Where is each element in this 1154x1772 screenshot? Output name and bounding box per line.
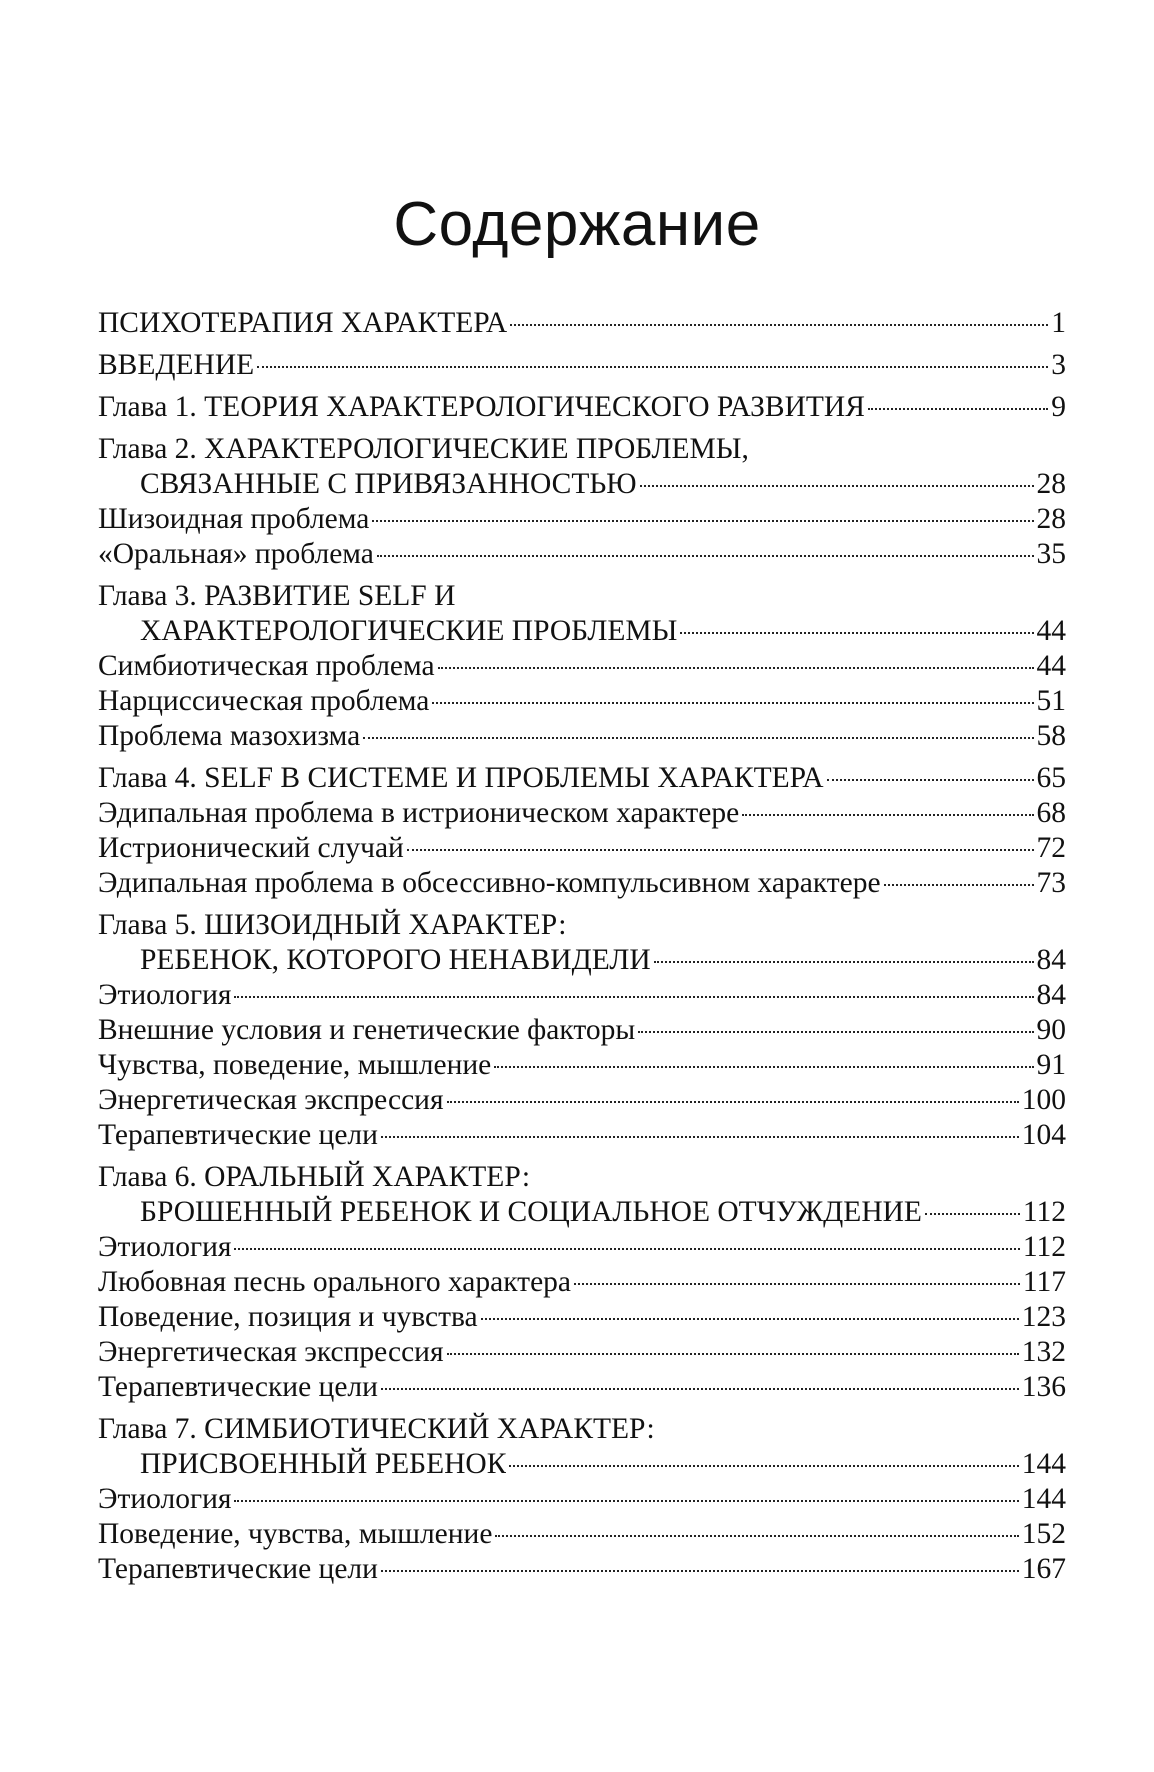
toc-page-number: 68 [1036, 797, 1066, 829]
toc-line [98, 1230, 1066, 1265]
toc-line [98, 908, 1066, 943]
toc-section-entry [98, 1083, 1066, 1118]
toc-line [98, 649, 1066, 684]
toc-entry-title: ХАРАКТЕРОЛОГИЧЕСКИЕ ПРОБЛЕМЫ [140, 615, 678, 647]
toc-page-number: 1 [1051, 307, 1066, 339]
toc-page-number: 84 [1036, 944, 1066, 976]
dot-leader [381, 1388, 1019, 1390]
toc-entry-title: Этиология [98, 1231, 232, 1263]
dot-leader [742, 814, 1033, 816]
toc-page-number: 136 [1021, 1371, 1066, 1403]
toc-section-entry [98, 1013, 1066, 1048]
toc-chapter-entry [98, 306, 1066, 341]
toc-entry-title: Терапевтические цели [98, 1553, 378, 1585]
dot-leader [377, 555, 1034, 557]
dot-leader [257, 366, 1048, 368]
toc-entry-title: Эдипальная проблема в обсессивно-компульсивном характере [98, 867, 881, 899]
dot-leader [640, 485, 1034, 487]
toc-entry-title: Проблема мазохизма [98, 720, 361, 752]
toc-line [98, 831, 1066, 866]
toc-entry-title: Энергетическая экспрессия [98, 1084, 444, 1116]
dot-leader [654, 961, 1034, 963]
toc-page-number: 112 [1022, 1196, 1066, 1228]
toc-line [98, 978, 1066, 1013]
dot-leader [638, 1031, 1033, 1033]
toc-line [98, 866, 1066, 901]
toc-page-number: 167 [1021, 1553, 1066, 1585]
toc-line [98, 614, 1066, 649]
toc-line [98, 719, 1066, 754]
toc-entry-title: Поведение, позиция и чувства [98, 1301, 478, 1333]
toc-entry-title: Энергетическая экспрессия [98, 1336, 444, 1368]
toc-entry-title: Нарциссическая проблема [98, 685, 430, 717]
toc-chapter-entry [98, 908, 1066, 978]
toc-line [98, 1412, 1066, 1447]
dot-leader [432, 702, 1033, 704]
toc-chapter-entry [98, 761, 1066, 796]
toc-page-number: 91 [1036, 1049, 1066, 1081]
toc-entry-title: РЕБЕНОК, КОТОРОГО НЕНАВИДЕЛИ [140, 944, 651, 976]
toc-entry-title: «Оральная» проблема [98, 538, 374, 570]
toc-page-number: 104 [1021, 1119, 1066, 1151]
toc-page-number: 9 [1051, 391, 1066, 423]
toc-entry-title: Симбиотическая проблема [98, 650, 435, 682]
toc-section-entry [98, 866, 1066, 901]
toc-page-number: 28 [1036, 503, 1066, 535]
toc-line [98, 943, 1066, 978]
toc-entry-title: Любовная песнь орального характера [98, 1266, 572, 1298]
toc-section-entry [98, 1335, 1066, 1370]
toc-line [98, 1048, 1066, 1083]
toc-line [98, 348, 1066, 383]
toc-line [98, 1118, 1066, 1153]
toc-entry-title: БРОШЕННЫЙ РЕБЕНОК И СОЦИАЛЬНОЕ ОТЧУЖДЕНИЕ [140, 1196, 922, 1228]
toc-section-entry [98, 1265, 1066, 1300]
dot-leader [372, 520, 1033, 522]
dot-leader [447, 1101, 1019, 1103]
dot-leader [481, 1318, 1019, 1320]
toc-entry-title: Глава 4. SELF В СИСТЕМЕ И ПРОБЛЕМЫ ХАРАКТЕРА [98, 762, 824, 794]
dot-leader [407, 849, 1034, 851]
toc-entry-title: Глава 5. ШИЗОИДНЫЙ ХАРАКТЕР: [98, 909, 567, 941]
toc-entry-title: Этиология [98, 979, 232, 1011]
toc-section-entry [98, 649, 1066, 684]
toc-line [98, 432, 1066, 467]
toc-line [98, 1300, 1066, 1335]
toc-line [98, 1370, 1066, 1405]
toc-section-entry [98, 831, 1066, 866]
toc-section-entry [98, 537, 1066, 572]
toc-section-entry [98, 684, 1066, 719]
dot-leader [234, 1500, 1018, 1502]
toc-page-number: 100 [1021, 1084, 1066, 1116]
toc-entry-title: Эдипальная проблема в истрионическом характере [98, 797, 740, 829]
toc-entry-title: Глава 1. ТЕОРИЯ ХАРАКТЕРОЛОГИЧЕСКОГО РАЗВИТИЯ [98, 391, 865, 423]
toc-chapter-entry [98, 348, 1066, 383]
toc-entry-title: СВЯЗАННЫЕ С ПРИВЯЗАННОСТЬЮ [140, 468, 637, 500]
toc-line [98, 1482, 1066, 1517]
toc-section-entry [98, 1118, 1066, 1153]
toc-entry-title: Чувства, поведение, мышление [98, 1049, 492, 1081]
dot-leader [574, 1283, 1020, 1285]
toc-page-number: 123 [1021, 1301, 1066, 1333]
toc-line [98, 761, 1066, 796]
dot-leader [363, 737, 1033, 739]
toc-entry-title: ВВЕДЕНИЕ [98, 349, 255, 381]
toc-line [98, 1335, 1066, 1370]
dot-leader [447, 1353, 1019, 1355]
toc-page-number: 90 [1036, 1014, 1066, 1046]
toc-entry-title: ПСИХОТЕРАПИЯ ХАРАКТЕРА [98, 307, 508, 339]
toc-entry-title: Истрионический случай [98, 832, 404, 864]
toc-chapter-entry [98, 1412, 1066, 1482]
toc-page-number: 117 [1022, 1266, 1066, 1298]
toc-page-number: 144 [1021, 1448, 1066, 1480]
toc-line [98, 1083, 1066, 1118]
table-of-contents [98, 306, 1066, 1587]
dot-leader [680, 632, 1033, 634]
dot-leader [827, 779, 1034, 781]
toc-line [98, 306, 1066, 341]
toc-page-number: 28 [1036, 468, 1066, 500]
toc-line [98, 1265, 1066, 1300]
toc-line [98, 796, 1066, 831]
toc-line [98, 1160, 1066, 1195]
dot-leader [438, 667, 1034, 669]
toc-section-entry [98, 1370, 1066, 1405]
toc-entry-title: Шизоидная проблема [98, 503, 370, 535]
dot-leader [868, 408, 1048, 410]
toc-page-number: 144 [1021, 1483, 1066, 1515]
toc-line [98, 1195, 1066, 1230]
toc-chapter-entry [98, 432, 1066, 502]
toc-page-number: 3 [1051, 349, 1066, 381]
page-title: Содержание [393, 189, 761, 259]
toc-entry-title: ПРИСВОЕННЫЙ РЕБЕНОК [140, 1448, 507, 1480]
toc-line [98, 579, 1066, 614]
toc-page-number: 152 [1021, 1518, 1066, 1550]
toc-page-number: 132 [1021, 1336, 1066, 1368]
toc-line [98, 1517, 1066, 1552]
toc-page-number: 44 [1036, 650, 1066, 682]
toc-chapter-entry [98, 390, 1066, 425]
toc-section-entry [98, 1300, 1066, 1335]
toc-section-entry [98, 796, 1066, 831]
toc-page-number: 84 [1036, 979, 1066, 1011]
toc-line [98, 1447, 1066, 1482]
toc-section-entry [98, 719, 1066, 754]
toc-entry-title: Терапевтические цели [98, 1371, 378, 1403]
toc-page-number: 51 [1036, 685, 1066, 717]
dot-leader [495, 1535, 1018, 1537]
dot-leader [234, 996, 1033, 998]
toc-section-entry [98, 1048, 1066, 1083]
toc-entry-title: Глава 6. ОРАЛЬНЫЙ ХАРАКТЕР: [98, 1161, 531, 1193]
toc-entry-title: Глава 2. ХАРАКТЕРОЛОГИЧЕСКИЕ ПРОБЛЕМЫ, [98, 433, 749, 465]
toc-line [98, 537, 1066, 572]
toc-entry-title: Глава 7. СИМБИОТИЧЕСКИЙ ХАРАКТЕР: [98, 1413, 655, 1445]
toc-line [98, 684, 1066, 719]
dot-leader [509, 1465, 1018, 1467]
toc-section-entry [98, 1230, 1066, 1265]
toc-line [98, 502, 1066, 537]
toc-page-number: 73 [1036, 867, 1066, 899]
dot-leader [494, 1066, 1033, 1068]
toc-line [98, 467, 1066, 502]
dot-leader [884, 884, 1034, 886]
toc-line [98, 1013, 1066, 1048]
toc-chapter-entry [98, 579, 1066, 649]
toc-entry-title: Глава 3. РАЗВИТИЕ SELF И [98, 580, 456, 612]
toc-page-number: 72 [1036, 832, 1066, 864]
dot-leader [381, 1570, 1019, 1572]
dot-leader [925, 1213, 1020, 1215]
toc-entry-title: Этиология [98, 1483, 232, 1515]
toc-section-entry [98, 1482, 1066, 1517]
toc-line [98, 1552, 1066, 1587]
toc-section-entry [98, 502, 1066, 537]
toc-section-entry [98, 1552, 1066, 1587]
dot-leader [234, 1248, 1019, 1250]
toc-page-number: 112 [1022, 1231, 1066, 1263]
toc-chapter-entry [98, 1160, 1066, 1230]
toc-section-entry [98, 1517, 1066, 1552]
toc-entry-title: Терапевтические цели [98, 1119, 378, 1151]
dot-leader [510, 324, 1048, 326]
toc-entry-title: Внешние условия и генетические факторы [98, 1014, 636, 1046]
dot-leader [381, 1136, 1019, 1138]
toc-entry-title: Поведение, чувства, мышление [98, 1518, 493, 1550]
toc-page-number: 35 [1036, 538, 1066, 570]
toc-page-number: 65 [1036, 762, 1066, 794]
toc-page-number: 58 [1036, 720, 1066, 752]
toc-page-number: 44 [1036, 615, 1066, 647]
toc-section-entry [98, 978, 1066, 1013]
toc-line [98, 390, 1066, 425]
